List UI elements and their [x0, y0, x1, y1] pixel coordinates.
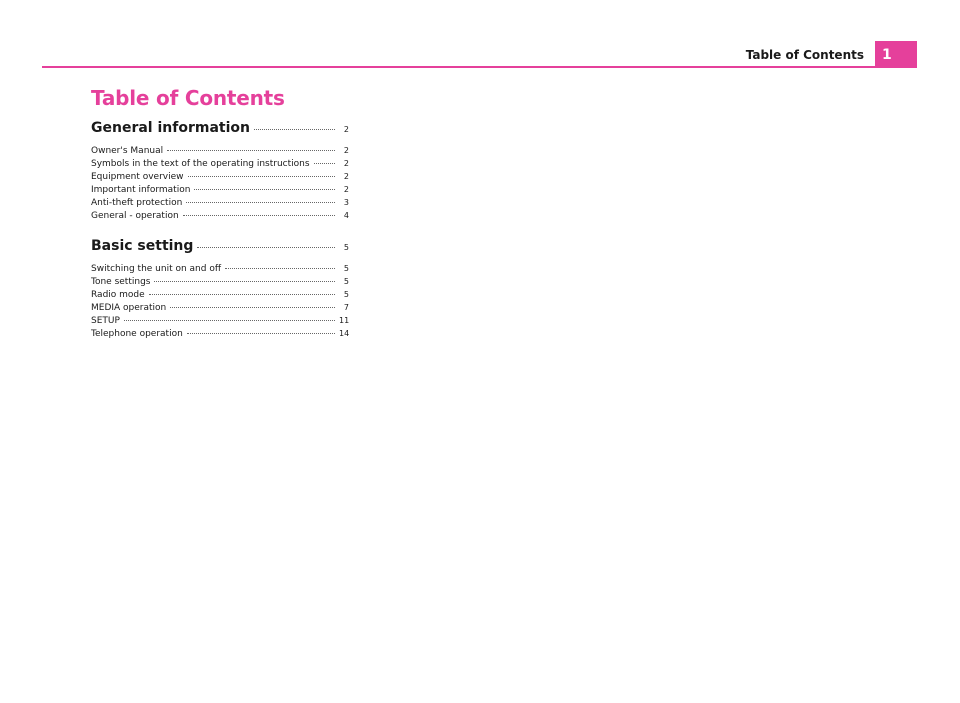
toc-entry-label: Switching the unit on and off — [91, 264, 222, 274]
toc-page-number: 5 — [343, 264, 349, 273]
toc-page-number: 2 — [343, 172, 349, 181]
toc-entry[interactable] — [91, 159, 349, 172]
toc-entry-label: Owner's Manual — [91, 146, 164, 156]
dot-leader — [170, 307, 335, 308]
page-title: Table of Contents — [91, 86, 285, 110]
toc-page-number: 2 — [343, 146, 349, 155]
page-number-badge: 1 — [875, 41, 917, 68]
toc-entry[interactable] — [91, 316, 349, 329]
dot-leader — [183, 215, 335, 216]
toc-section-label: Basic setting — [91, 238, 194, 254]
toc-entry[interactable] — [91, 172, 349, 185]
toc-entry-label: MEDIA operation — [91, 303, 167, 313]
toc-entry[interactable] — [91, 211, 349, 224]
toc-section-general-information — [91, 120, 349, 224]
toc-page-number: 5 — [343, 243, 349, 252]
dot-leader — [225, 268, 335, 269]
toc-page-number: 2 — [343, 125, 349, 134]
toc-page-number: 3 — [343, 198, 349, 207]
dot-leader — [187, 333, 335, 334]
dot-leader — [314, 163, 335, 164]
toc-page-number: 14 — [339, 329, 350, 338]
dot-leader — [197, 247, 335, 248]
toc-page-number: 2 — [343, 185, 349, 194]
dot-leader — [254, 129, 335, 130]
toc-entry-label: Telephone operation — [91, 329, 183, 339]
toc-entry-label: General - operation — [91, 211, 179, 221]
toc-page-number: 7 — [343, 303, 349, 312]
toc-entry-label: Tone settings — [91, 277, 151, 287]
toc-entry-label: SETUP — [91, 316, 120, 326]
dot-leader — [167, 150, 335, 151]
header-rule — [42, 66, 917, 68]
dot-leader — [149, 294, 335, 295]
toc-section-heading[interactable] — [91, 120, 349, 142]
toc-page-number: 5 — [343, 277, 349, 286]
toc-entry-label: Anti-theft protection — [91, 198, 183, 208]
running-header-title: Table of Contents — [745, 48, 864, 62]
toc-entry[interactable] — [91, 303, 349, 316]
dot-leader — [194, 189, 335, 190]
toc-entry-label: Symbols in the text of the operating instructions — [91, 159, 310, 169]
toc-entry[interactable] — [91, 146, 349, 159]
toc-entry[interactable] — [91, 185, 349, 198]
dot-leader — [186, 202, 335, 203]
toc-entry[interactable] — [91, 290, 349, 303]
toc-entry[interactable] — [91, 198, 349, 211]
toc-section-label: General information — [91, 120, 250, 136]
toc-section-basic-setting — [91, 238, 349, 342]
toc-page-number: 4 — [343, 211, 349, 220]
table-of-contents — [91, 86, 349, 356]
dot-leader — [124, 320, 335, 321]
dot-leader — [188, 176, 335, 177]
toc-section-heading[interactable] — [91, 238, 349, 260]
toc-entry[interactable] — [91, 329, 349, 342]
toc-entry-label: Radio mode — [91, 290, 145, 300]
toc-page-number: 5 — [343, 290, 349, 299]
toc-page-number: 2 — [343, 159, 349, 168]
toc-page-number: 11 — [339, 316, 350, 325]
toc-entry-label: Equipment overview — [91, 172, 184, 182]
dot-leader — [154, 281, 335, 282]
toc-entry[interactable] — [91, 277, 349, 290]
toc-entry[interactable] — [91, 264, 349, 277]
toc-entry-label: Important information — [91, 185, 191, 195]
